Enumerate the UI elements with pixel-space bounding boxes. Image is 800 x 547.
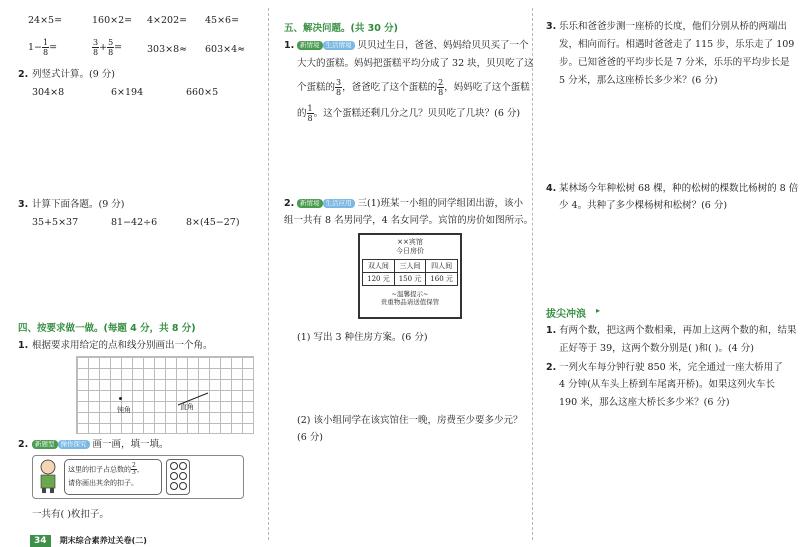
hotel-price-card — [358, 233, 462, 319]
room-price: 120 元 — [363, 273, 395, 286]
calc-item: 45×6= — [205, 15, 240, 26]
question-line: 乐乐和爸爸步测一座桥的长度，他们分别从桥的两端出 — [559, 21, 788, 32]
question-line: 新题型 操作探究 画一画，填一填。 — [32, 438, 169, 451]
calc-item: 603×4≈ — [205, 44, 246, 55]
sub-question: (6 分) — [297, 432, 323, 443]
calc-item: 4×202= — [147, 15, 188, 26]
bubble-text-1: 这里的扣子占总数的 $\frac{2}{3}$ ， — [68, 462, 144, 476]
question-number: 1. — [546, 325, 557, 336]
question-number: 4. — [546, 183, 557, 194]
question-line: 有两个数，把这两个数相乘，再加上这两个数的和，结果 — [559, 325, 797, 336]
badge-new-context: 新情境 — [297, 199, 323, 208]
child-figure-icon — [37, 458, 59, 494]
button-bead — [179, 462, 187, 470]
section-title: 五、解决问题。(共 30 分) — [284, 23, 399, 34]
question-line: 个蛋糕的 $\frac{3}{8}$ ，爸爸吃了这个蛋糕的 $\frac{2}{8}$ ，妈妈吃了这个蛋糕 — [297, 78, 530, 97]
question-line: 大大的蛋糕。妈妈把蛋糕平均分成了 32 块，贝贝吃了这 — [297, 58, 534, 69]
question-number: 3. — [546, 21, 557, 32]
room-type: 双人间 — [363, 260, 395, 273]
button-bead — [179, 472, 187, 480]
question-line: 一列火车每分钟行驶 850 米，完全通过一座大桥用了 — [559, 362, 783, 373]
badge-operation: 操作探究 — [58, 440, 90, 449]
footer-title: 期末综合素养过关卷(二) — [59, 536, 147, 545]
calc-item: 6×194 — [111, 87, 144, 98]
question-number: 1. — [18, 340, 29, 351]
room-price: 160 元 — [426, 273, 458, 286]
column-divider-left — [268, 8, 269, 540]
question-number: 2. — [284, 198, 295, 209]
sub-question: (2) 该小组同学在该宾馆住一晚，房费至少要多少元？ — [297, 415, 523, 426]
badge-new-context: 新情境 — [297, 41, 323, 50]
angle-label-right: 直角 — [180, 403, 194, 411]
room-price: 150 元 — [394, 273, 426, 286]
footer — [30, 528, 147, 547]
button-bead — [170, 482, 178, 490]
answer-line: 一共有( )枚扣子。 — [32, 509, 109, 520]
question-line: 少 4。共种了多少棵杨树和松树？(6 分) — [559, 200, 728, 211]
button-bead — [179, 482, 187, 490]
question-line: 4 分钟(从车头上桥到车尾离开桥)。如果这列火车长 — [559, 379, 775, 390]
flag-icon: ▸ — [596, 306, 601, 315]
question-line: 某林场今年种松树 68 棵，种的松树的棵数比杨树的 8 倍 — [559, 183, 799, 194]
calc-item: 660×5 — [186, 87, 219, 98]
calc-item: 81−42÷6 — [111, 217, 158, 228]
question-line: 新情境 生活情境 贝贝过生日，爸爸、妈妈给贝贝买了一个 — [297, 39, 529, 52]
hotel-name: ××宾馆 — [397, 238, 423, 246]
question-number: 2. — [18, 439, 29, 450]
question-line: 5 分米，那么这座桥长多少米？(6 分) — [559, 75, 718, 86]
calc-item: 24×5= — [28, 15, 63, 26]
room-type: 四人间 — [426, 260, 458, 273]
question-number: 3. — [18, 199, 29, 210]
bubble-text-2: 请你画出其余的扣子。 — [68, 479, 138, 487]
angle-point-a — [119, 397, 122, 400]
section-title: 拔尖冲浪 — [546, 309, 586, 320]
angle-label-obtuse: 钝角 — [117, 406, 131, 414]
page-number: 34 — [30, 535, 51, 547]
question-number: 1. — [284, 40, 295, 51]
question-line: 组一共有 8 名男同学，4 名女同学。宾馆的房价如图所示。 — [284, 215, 534, 226]
question-line: 正好等于 39，这两个数分别是( )和( )。(4 分) — [559, 343, 754, 354]
question-text: 列竖式计算。(9 分) — [32, 69, 115, 80]
question-line: 新情境 生活应用 三(1)班某一小组的同学组团出游，该小 — [297, 197, 523, 210]
question-number: 2. — [546, 362, 557, 373]
question-line: 的 $\frac{1}{8}$ 。这个蛋糕还剩几分之几？贝贝吃了几块？(6 分) — [297, 104, 521, 123]
badge-life-context: 生活情境 — [323, 41, 355, 50]
calc-item: 160×2= — [92, 15, 133, 26]
dot-grid — [76, 356, 254, 434]
price-table — [362, 259, 458, 286]
question-text: 计算下面各题。(9 分) — [32, 199, 125, 210]
question-line: 发，相向而行。相遇时爸爸走了 115 步，乐乐走了 109 — [559, 39, 795, 50]
calc-item: 8×(45−27) — [186, 217, 240, 228]
tip-text: 贵重物品请送值保管 — [380, 298, 440, 306]
question-text: 根据要求用给定的点和线分别画出一个角。 — [32, 340, 213, 351]
price-heading: 今日房价 — [396, 247, 424, 255]
tip-heading: ~温馨提示~ — [391, 290, 429, 298]
badge-life-application: 生活应用 — [323, 199, 355, 208]
column-divider-right — [532, 8, 533, 540]
question-number: 2. — [18, 69, 29, 80]
sub-question: (1) 写出 3 种住房方案。(6 分) — [297, 332, 428, 343]
section-title: 四、按要求做一做。(每题 4 分，共 8 分) — [18, 323, 196, 334]
calc-item: 304×8 — [32, 87, 65, 98]
question-line: 190 米，那么这座大桥长多少米？(6 分) — [559, 397, 730, 408]
badge-new-type: 新题型 — [32, 440, 58, 449]
calc-item-fraction: $\frac{3}{8}$ + $\frac{5}{8}$ = — [93, 38, 123, 57]
calc-item: 303×8≈ — [147, 44, 188, 55]
calc-item-fraction: 1− $\frac{1}{8}$ = — [28, 38, 58, 57]
room-type: 三人间 — [394, 260, 426, 273]
button-bead — [170, 462, 178, 470]
calc-item: 35+5×37 — [32, 217, 79, 228]
question-line: 步。已知爸爸的平均步长是 7 分米，乐乐的平均步长是 — [559, 57, 790, 68]
button-bead — [170, 472, 178, 480]
